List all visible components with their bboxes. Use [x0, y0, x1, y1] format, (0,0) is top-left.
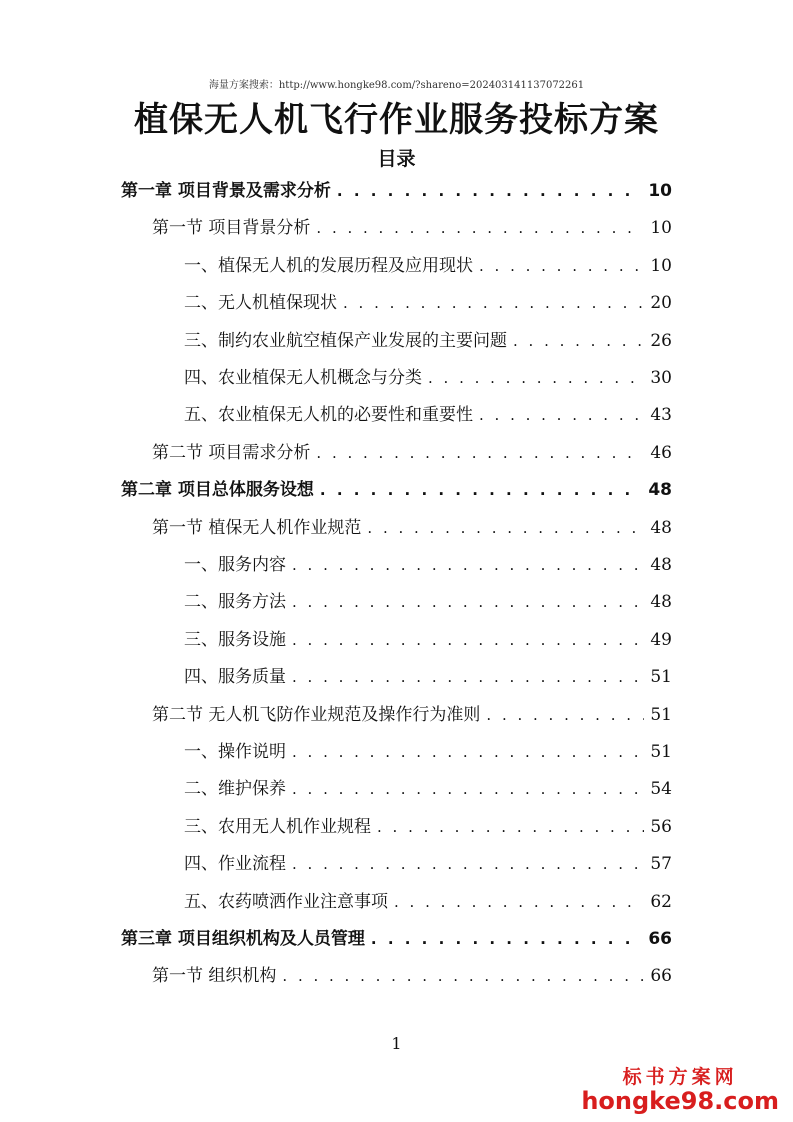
toc-entry-title: 二、服务方法	[184, 592, 286, 613]
toc-dot-leader	[292, 556, 644, 574]
toc-entry-item[interactable]	[184, 587, 672, 617]
toc-entry-page: 66	[650, 966, 672, 987]
toc-entry-page: 48	[650, 592, 672, 613]
toc-dot-leader	[479, 257, 644, 275]
toc-entry-page: 26	[650, 330, 672, 351]
page-number: 1	[391, 1034, 402, 1053]
toc-entry-page: 62	[650, 891, 672, 912]
toc-entry-title: 第一章 项目背景及需求分析	[121, 181, 331, 201]
toc-entry-page: 10	[650, 255, 672, 276]
toc-entry-page: 46	[650, 442, 672, 463]
header-url-line: 海量方案搜索：http://www.hongke98.com/?shareno=20240314113707226​1	[208, 80, 585, 91]
toc-entry-page: 48	[650, 555, 672, 575]
toc-dot-leader	[292, 631, 644, 649]
toc-dot-leader	[479, 406, 644, 424]
toc-dot-leader	[371, 930, 642, 948]
toc-entry-title: 三、农用无人机作业规程	[184, 816, 371, 837]
toc-entry-item[interactable]	[184, 326, 672, 356]
toc-entry-title: 第一节 植保无人机作业规范	[152, 517, 362, 538]
toc-dot-leader	[486, 706, 644, 724]
watermark-logo	[581, 1066, 779, 1114]
toc-dot-leader	[377, 818, 644, 836]
toc-entry-page: 30	[650, 368, 672, 388]
toc-dot-leader	[316, 219, 644, 237]
toc-entry-title: 一、植保无人机的发展历程及应用现状	[184, 255, 473, 276]
toc-dot-leader	[320, 481, 642, 499]
toc-entry-title: 第二章 项目总体服务设想	[121, 480, 314, 501]
toc-entry-item[interactable]	[184, 849, 672, 879]
toc-entry-page: 66	[648, 929, 672, 949]
toc-entry-section[interactable]	[152, 700, 672, 730]
toc-entry-chapter[interactable]	[121, 475, 672, 505]
toc-entry-page: 43	[650, 405, 672, 426]
toc-entry-page: 10	[648, 181, 672, 201]
toc-entry-item[interactable]	[184, 400, 672, 430]
toc-entry-page: 48	[648, 480, 672, 501]
toc-entry-page: 48	[650, 517, 672, 538]
toc-dot-leader	[428, 369, 644, 387]
toc-entry-item[interactable]	[184, 812, 672, 842]
toc-entry-title: 四、作业流程	[184, 854, 286, 875]
toc-entry-item[interactable]	[184, 662, 672, 692]
toc-dot-leader	[292, 593, 644, 611]
toc-entry-page: 51	[650, 704, 672, 725]
toc-entry-title: 二、维护保养	[184, 779, 286, 800]
toc-dot-leader	[343, 294, 644, 312]
toc-entry-chapter[interactable]	[121, 924, 672, 954]
toc-dot-leader	[292, 780, 644, 798]
toc-entry-title: 三、制约农业航空植保产业发展的主要问题	[184, 330, 507, 351]
watermark-cn-text: 标书方案网	[622, 1066, 738, 1088]
toc-dot-leader	[367, 519, 644, 537]
toc-entry-item[interactable]	[184, 887, 672, 917]
toc-dot-leader	[316, 444, 644, 462]
toc-dot-leader	[337, 182, 642, 200]
toc-entry-page: 54	[650, 779, 672, 800]
toc-entry-page: 51	[650, 742, 672, 762]
toc-entry-title: 四、服务质量	[184, 667, 286, 688]
toc-entry-item[interactable]	[184, 251, 672, 281]
toc-entry-item[interactable]	[184, 774, 672, 804]
toc-entry-page: 56	[650, 816, 672, 837]
toc-dot-leader	[292, 855, 644, 873]
toc-entry-title: 第二节 无人机飞防作业规范及操作行为准则	[152, 704, 481, 725]
toc-dot-leader	[282, 967, 644, 985]
toc-entry-title: 第一节 项目背景分析	[152, 218, 311, 239]
toc-entry-item[interactable]	[184, 625, 672, 655]
document-title: 植保无人机飞行作业服务投标方案	[134, 100, 659, 140]
toc-entry-section[interactable]	[152, 513, 672, 543]
toc-entry-title: 第一节 组织机构	[152, 966, 277, 987]
toc-entry-section[interactable]	[152, 213, 672, 243]
toc-dot-leader	[513, 332, 644, 350]
toc-dot-leader	[394, 893, 644, 911]
toc-dot-leader	[292, 743, 644, 761]
toc-dot-leader	[292, 668, 644, 686]
toc-entry-title: 第二节 项目需求分析	[152, 442, 311, 463]
toc-entry-item[interactable]	[184, 288, 672, 318]
toc-entry-section[interactable]	[152, 961, 672, 991]
toc-heading: 目录	[377, 148, 416, 170]
toc-entry-item[interactable]	[184, 363, 672, 393]
toc-entry-page: 20	[650, 293, 672, 314]
toc-entry-chapter[interactable]	[121, 176, 672, 206]
toc-entry-item[interactable]	[184, 737, 672, 767]
toc-entry-title: 一、操作说明	[184, 742, 286, 762]
toc-entry-page: 10	[650, 218, 672, 239]
toc-entry-section[interactable]	[152, 438, 672, 468]
toc-entry-title: 一、服务内容	[184, 555, 286, 575]
toc-entry-page: 49	[650, 629, 672, 650]
toc-entry-title: 二、无人机植保现状	[184, 293, 337, 314]
toc-entry-title: 第三章 项目组织机构及人员管理	[121, 929, 365, 949]
toc-entry-title: 三、服务设施	[184, 629, 286, 650]
toc-entry-item[interactable]	[184, 550, 672, 580]
toc-entry-title: 五、农业植保无人机的必要性和重要性	[184, 405, 473, 426]
toc-entry-page: 57	[650, 854, 672, 875]
watermark-en-text: hongke98.com	[581, 1087, 779, 1115]
toc-entry-page: 51	[650, 667, 672, 688]
toc-entry-title: 四、农业植保无人机概念与分类	[184, 368, 422, 388]
toc-entry-title: 五、农药喷洒作业注意事项	[184, 891, 388, 912]
